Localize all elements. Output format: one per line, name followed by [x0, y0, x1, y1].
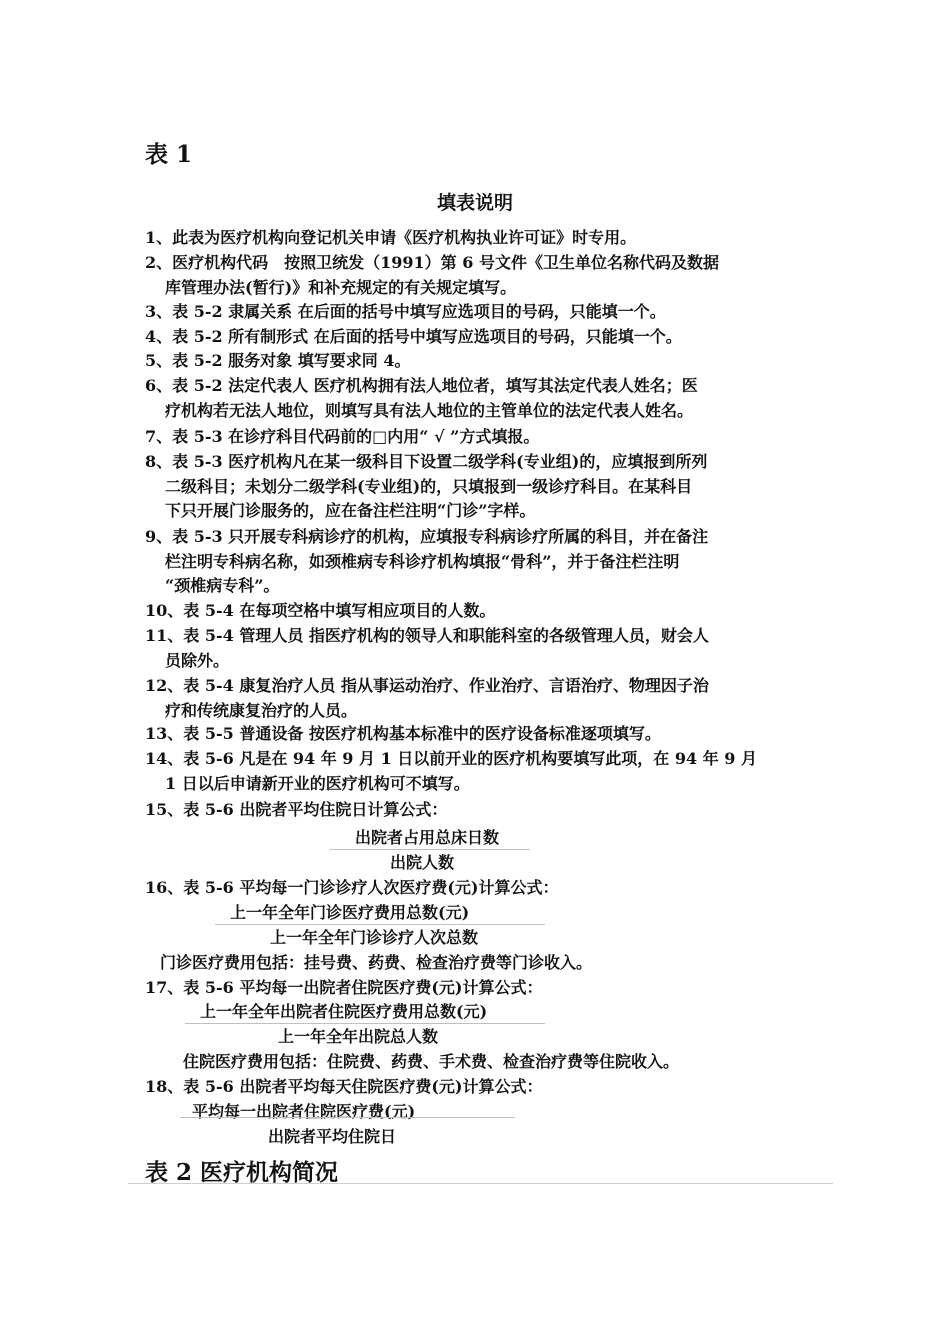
- instruction-line: 13、表 5-5 普通设备 按医疗机构基本标准中的医疗设备标准逐项填写。: [145, 724, 661, 743]
- instruction-line: 9、表 5-3 只开展专科病诊疗的机构，应填报专科病诊疗所属的科目，并在备注: [145, 527, 709, 546]
- instruction-continuation-line: 库管理办法(暂行)》和补充规定的有关规定填写。: [165, 277, 517, 297]
- instruction-line: 11、表 5-4 管理人员 指医疗机构的领导人和职能科室的各级管理人员，财会人: [145, 626, 709, 645]
- instruction-continuation-line: 疗机构若无法人地位，则填写具有法人地位的主管单位的法定代表人姓名。: [165, 400, 694, 420]
- section-divider: [128, 1183, 833, 1184]
- instruction-item-2: [145, 251, 810, 300]
- instruction-item-6: [145, 374, 810, 423]
- instruction-line: 1、此表为医疗机构向登记机关申请《医疗机构执业许可证》时专用。: [145, 228, 637, 247]
- section-heading-table2: 表 2 医疗机构简况: [145, 1159, 339, 1186]
- instruction-line: 6、表 5-2 法定代表人 医疗机构拥有法人地位者，填写其法定代表人姓名；医: [145, 376, 698, 395]
- formula16-denominator: 上一年全年门诊诊疗人次总数: [270, 928, 479, 947]
- instruction-line: 7、表 5-3 在诊疗科目代码前的□内用“ √ ”方式填报。: [145, 427, 540, 446]
- instruction-line: 10、表 5-4 在每项空格中填写相应项目的人数。: [145, 601, 496, 620]
- formula18-fraction-bar: [180, 1117, 515, 1118]
- instruction-item-17: 17、表 5-6 平均每一出院者住院医疗费(元)计算公式：: [145, 978, 543, 997]
- formula15-denominator: 出院人数: [390, 853, 455, 872]
- formula18-denominator: 出院者平均住院日: [268, 1127, 397, 1146]
- formula17-denominator: 上一年全年出院总人数: [278, 1027, 439, 1046]
- formula18-numerator: 平均每一出院者住院医疗费(元): [192, 1102, 416, 1121]
- instruction-line: 5、表 5-2 服务对象 填写要求同 4。: [145, 351, 411, 370]
- instruction-item-16: 16、表 5-6 平均每一门诊诊疗人次医疗费(元)计算公式：: [145, 878, 559, 897]
- note17: 住院医疗费用包括：住院费、药费、手术费、检查治疗费等住院收入。: [183, 1052, 680, 1071]
- instruction-item-7: [145, 425, 810, 450]
- instruction-continuation-line: 疗和传统康复治疗的人员。: [165, 700, 358, 720]
- instruction-line: 15、表 5-6 出院者平均住院日计算公式：: [145, 800, 448, 819]
- instruction-item-10: [145, 599, 810, 624]
- instruction-item-3: [145, 300, 810, 325]
- formula16-numerator: 上一年全年门诊医疗费用总数(元): [230, 903, 470, 922]
- instruction-item-4: [145, 325, 810, 350]
- instruction-continuation-line: 员除外。: [165, 650, 230, 670]
- instruction-continuation-line: 1 日以后申请新开业的医疗机构可不填写。: [165, 773, 470, 793]
- page-title: 填表说明: [436, 192, 513, 214]
- section-heading-table1: 表 1: [145, 141, 193, 168]
- instruction-item-9: [145, 525, 810, 599]
- instruction-item-12: [145, 674, 810, 723]
- instruction-line: 3、表 5-2 隶属关系 在后面的括号中填写应选项目的号码，只能填一个。: [145, 302, 666, 321]
- instruction-line: 4、表 5-2 所有制形式 在后面的括号中填写应选项目的号码，只能填一个。: [145, 327, 682, 346]
- instruction-continuation-line: 二级科目；未划分二级学科(专业组)的，只填报到一级诊疗科目。在某科目: [165, 476, 693, 496]
- note16: 门诊医疗费用包括：挂号费、药费、检查治疗费等门诊收入。: [160, 953, 593, 972]
- instruction-item-1: [145, 226, 810, 251]
- instruction-continuation-line: 栏注明专科病名称，如颈椎病专科诊疗机构填报“骨科”，并于备注栏注明: [165, 551, 680, 571]
- instruction-item-13: [145, 722, 810, 747]
- instruction-line: 12、表 5-4 康复治疗人员 指从事运动治疗、作业治疗、言语治疗、物理因子治: [145, 676, 709, 695]
- instruction-item-11: [145, 624, 810, 673]
- instruction-item-8: [145, 450, 810, 524]
- instruction-line: 14、表 5-6 凡是在 94 年 9 月 1 日以前开业的医疗机构要填写此项，在 94 年 9 月: [145, 749, 757, 768]
- instruction-line: 2、医疗机构代码 按照卫统发（1991）第 6 号文件《卫生单位名称代码及数据: [145, 253, 719, 272]
- instruction-item-18: 18、表 5-6 出院者平均每天住院医疗费(元)计算公式：: [145, 1077, 543, 1096]
- formula15-numerator: 出院者占用总床日数: [355, 828, 500, 847]
- instruction-item-14: [145, 747, 810, 796]
- instruction-item-5: [145, 349, 810, 374]
- formula17-numerator: 上一年全年出院者住院医疗费用总数(元): [200, 1002, 488, 1021]
- instruction-item-15: [145, 798, 810, 823]
- instruction-line: 8、表 5-3 医疗机构凡在某一级科目下设置二级学科(专业组)的，应填报到所列: [145, 452, 708, 471]
- instruction-continuation-line: 下只开展门诊服务的，应在备注栏注明“门诊”字样。: [165, 501, 536, 520]
- instruction-continuation-line: “颈椎病专科”。: [165, 576, 280, 595]
